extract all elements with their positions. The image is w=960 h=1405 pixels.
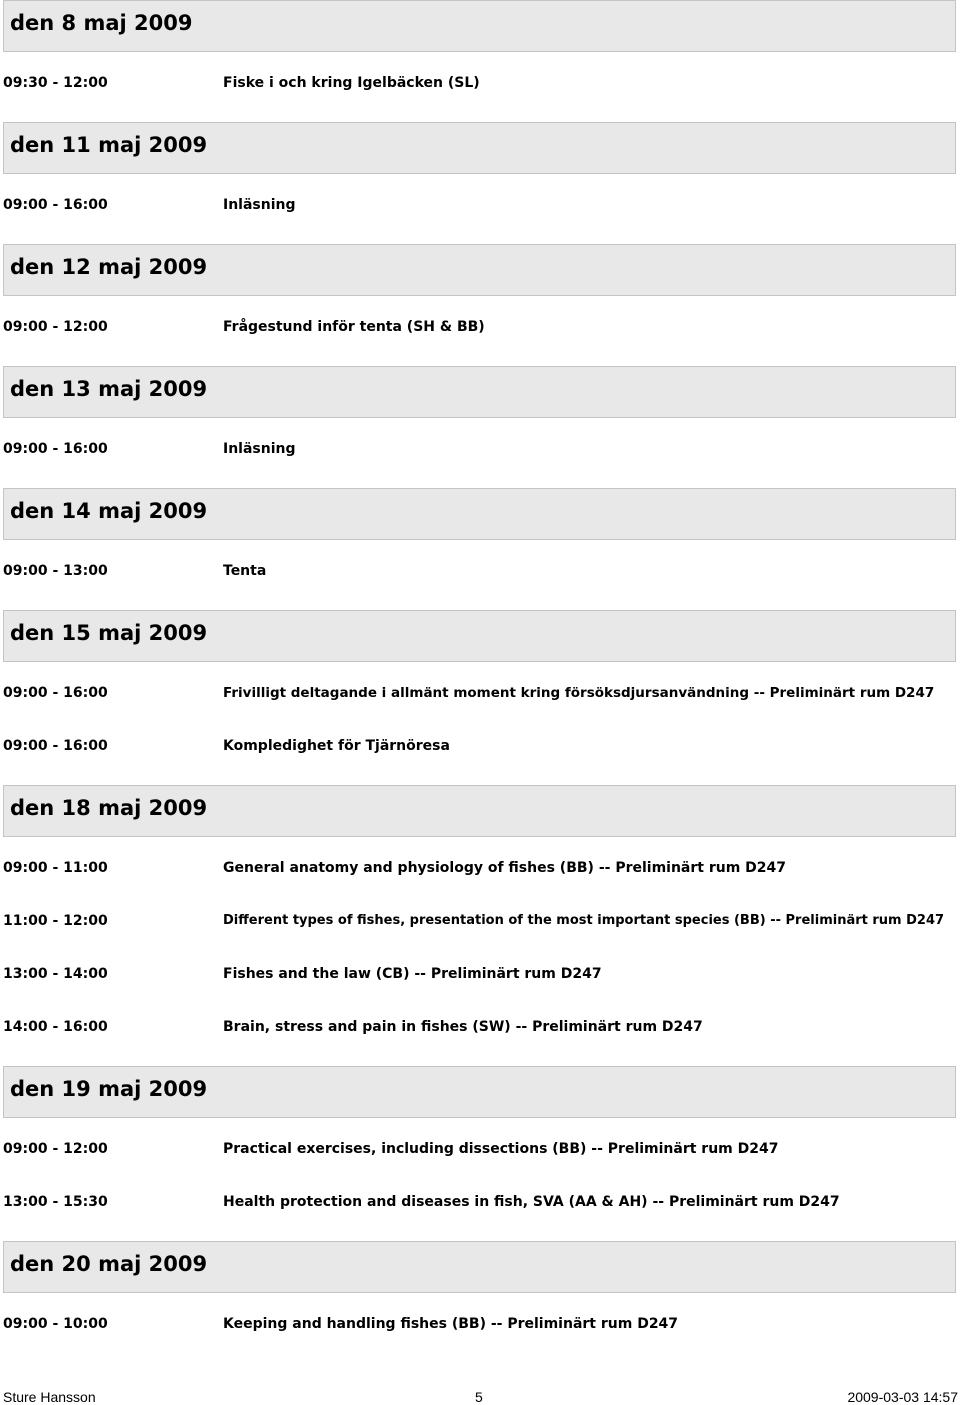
event-time: 09:00 - 13:00	[3, 563, 108, 579]
event-row	[0, 441, 960, 461]
event-title: Inläsning	[223, 197, 296, 213]
event-title: Fiske i och kring Igelbäcken (SL)	[223, 75, 480, 91]
event-row	[0, 1141, 960, 1161]
event-time: 09:00 - 11:00	[3, 860, 108, 876]
event-row	[0, 1194, 960, 1214]
event-time: 13:00 - 14:00	[3, 966, 108, 982]
event-title: Fishes and the law (CB) -- Preliminärt rum D247	[223, 966, 602, 982]
event-row	[0, 738, 960, 758]
event-time: 09:00 - 10:00	[3, 1316, 108, 1332]
day-date: den 20 maj 2009	[10, 1252, 208, 1276]
day-header	[3, 1241, 956, 1293]
event-row	[0, 1316, 960, 1336]
event-row	[0, 319, 960, 339]
event-row	[0, 966, 960, 986]
event-time: 13:00 - 15:30	[3, 1194, 108, 1210]
page-footer	[0, 1389, 960, 1405]
day-date: den 13 maj 2009	[10, 377, 208, 401]
day-date: den 15 maj 2009	[10, 621, 208, 645]
day-date: den 8 maj 2009	[10, 11, 193, 35]
event-time: 14:00 - 16:00	[3, 1019, 108, 1035]
event-time: 11:00 - 12:00	[3, 913, 108, 929]
day-date: den 11 maj 2009	[10, 133, 208, 157]
event-time: 09:30 - 12:00	[3, 75, 108, 91]
event-title: Keeping and handling fishes (BB) -- Preliminärt rum D247	[223, 1316, 679, 1332]
event-row	[0, 860, 960, 880]
event-title: Brain, stress and pain in fishes (SW) -- Preliminärt rum D247	[223, 1019, 703, 1035]
event-title: Kompledighet för Tjärnöresa	[223, 738, 450, 754]
event-title: Different types of fishes, presentation of the most important species (BB) -- Preliminärt rum D247	[223, 913, 945, 928]
event-time: 09:00 - 16:00	[3, 685, 108, 701]
footer-print-date: 2009-03-03 14:57	[847, 1389, 958, 1405]
day-date: den 14 maj 2009	[10, 499, 208, 523]
day-header	[3, 244, 956, 296]
event-row	[0, 563, 960, 583]
event-title: Tenta	[223, 563, 267, 579]
event-title: Inläsning	[223, 441, 296, 457]
event-title: Practical exercises, including dissections (BB) -- Preliminärt rum D247	[223, 1141, 779, 1157]
event-row	[0, 1019, 960, 1039]
event-row	[0, 197, 960, 217]
day-header	[3, 122, 956, 174]
day-header	[3, 0, 956, 52]
day-date: den 12 maj 2009	[10, 255, 208, 279]
event-title: Frågestund inför tenta (SH & BB)	[223, 319, 485, 335]
day-header	[3, 488, 956, 540]
day-date: den 18 maj 2009	[10, 796, 208, 820]
event-row	[0, 913, 960, 933]
footer-page-number: 5	[475, 1389, 483, 1405]
event-title: Frivilligt deltagande i allmänt moment kring försöksdjursanvändning -- Preliminärt rum D247	[223, 685, 935, 701]
event-time: 09:00 - 12:00	[3, 1141, 108, 1157]
day-header	[3, 366, 956, 418]
event-time: 09:00 - 16:00	[3, 738, 108, 754]
event-title: General anatomy and physiology of fishes (BB) -- Preliminärt rum D247	[223, 860, 787, 876]
day-header	[3, 785, 956, 837]
day-date: den 19 maj 2009	[10, 1077, 208, 1101]
event-title: Health protection and diseases in fish, SVA (AA & AH) -- Preliminärt rum D247	[223, 1194, 840, 1210]
event-time: 09:00 - 16:00	[3, 197, 108, 213]
day-header	[3, 1066, 956, 1118]
event-time: 09:00 - 16:00	[3, 441, 108, 457]
day-header	[3, 610, 956, 662]
event-time: 09:00 - 12:00	[3, 319, 108, 335]
footer-author: Sture Hansson	[3, 1389, 96, 1405]
event-row	[0, 75, 960, 95]
event-row	[0, 685, 960, 705]
